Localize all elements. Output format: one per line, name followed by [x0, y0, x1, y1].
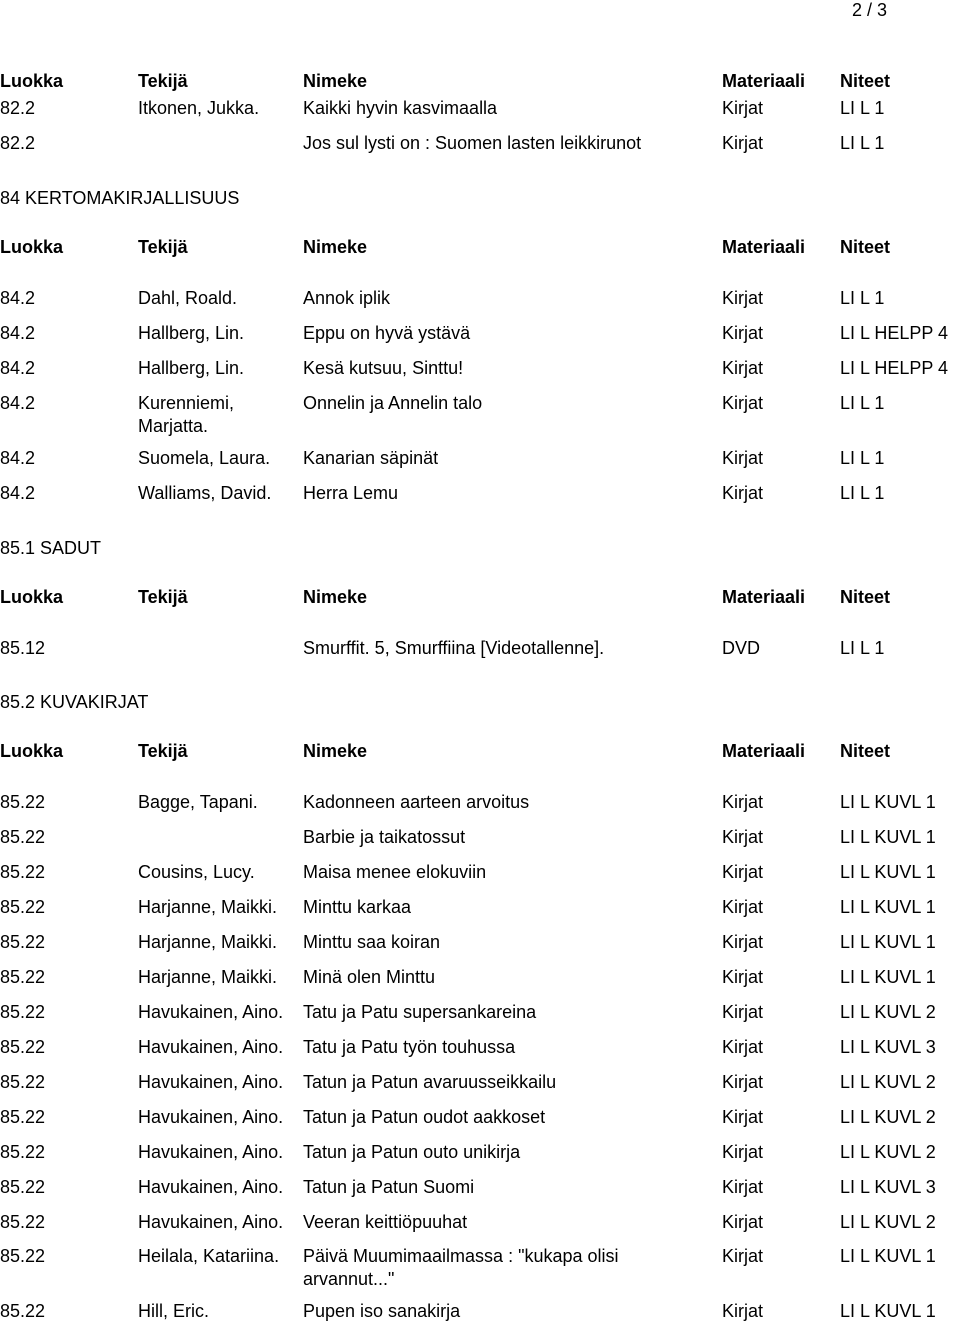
- table-row: [0, 287, 960, 313]
- table-row: [0, 322, 960, 348]
- cell-author: Hallberg, Lin.: [138, 358, 245, 378]
- table-row: [0, 1071, 960, 1097]
- cell-author: Bagge, Tapani.: [138, 792, 258, 812]
- table-row: [0, 392, 960, 436]
- column-header-copies: Niteet: [840, 71, 891, 91]
- cell-material: Kirjat: [722, 133, 764, 153]
- cell-material: Kirjat: [722, 98, 764, 118]
- column-header-title: Nimeke: [303, 237, 368, 257]
- column-header-copies: Niteet: [840, 741, 891, 761]
- cell-copies: LI L KUVL 1: [840, 792, 936, 812]
- cell-author: Cousins, Lucy.: [138, 862, 255, 882]
- cell-title: Tatun ja Patun Suomi: [303, 1177, 475, 1197]
- table-row: [0, 861, 960, 887]
- cell-title: Onnelin ja Annelin talo: [303, 393, 483, 413]
- cell-copies: LI L 1: [840, 483, 885, 503]
- table-row: [0, 1300, 960, 1326]
- cell-copies: LI L KUVL 1: [840, 932, 936, 952]
- cell-class: 85.22: [0, 1142, 46, 1162]
- cell-title: Minttu saa koiran: [303, 932, 441, 952]
- table-row: [0, 97, 960, 123]
- cell-title: Kanarian säpinät: [303, 448, 439, 468]
- cell-class: 85.22: [0, 827, 46, 847]
- table-row: [0, 931, 960, 957]
- section-heading: 85.1 SADUT: [0, 538, 102, 558]
- cell-material: DVD: [722, 638, 761, 658]
- cell-class: 85.22: [0, 932, 46, 952]
- cell-copies: LI L KUVL 2: [840, 1072, 936, 1092]
- cell-copies: LI L HELPP 4: [840, 358, 949, 378]
- cell-class: 85.22: [0, 1037, 46, 1057]
- cell-copies: LI L KUVL 1: [840, 862, 936, 882]
- cell-class: 85.22: [0, 897, 46, 917]
- cell-class: 84.2: [0, 393, 36, 413]
- cell-author: Havukainen, Aino.: [138, 1177, 284, 1197]
- column-header-author: Tekijä: [138, 71, 188, 91]
- cell-copies: LI L 1: [840, 448, 885, 468]
- cell-copies: LI L KUVL 3: [840, 1177, 936, 1197]
- cell-material: Kirjat: [722, 827, 764, 847]
- column-header-author: Tekijä: [138, 237, 188, 257]
- cell-material: Kirjat: [722, 862, 764, 882]
- cell-material: Kirjat: [722, 393, 764, 413]
- cell-title: Herra Lemu: [303, 483, 399, 503]
- cell-material: Kirjat: [722, 1142, 764, 1162]
- cell-material: Kirjat: [722, 1301, 764, 1321]
- column-header-material: Materiaali: [722, 741, 806, 761]
- table-row: [0, 826, 960, 852]
- cell-material: Kirjat: [722, 932, 764, 952]
- cell-material: Kirjat: [722, 358, 764, 378]
- cell-author: Havukainen, Aino.: [138, 1002, 284, 1022]
- cell-copies: LI L KUVL 2: [840, 1002, 936, 1022]
- cell-copies: LI L KUVL 1: [840, 827, 936, 847]
- column-header-material: Materiaali: [722, 587, 806, 607]
- cell-class: 85.22: [0, 1301, 46, 1321]
- cell-author: Havukainen, Aino.: [138, 1212, 284, 1232]
- table-row: [0, 447, 960, 473]
- cell-material: Kirjat: [722, 1002, 764, 1022]
- cell-copies: LI L 1: [840, 393, 885, 413]
- cell-author: Heilala, Katariina.: [138, 1246, 280, 1266]
- cell-author: Harjanne, Maikki.: [138, 967, 278, 987]
- cell-material: Kirjat: [722, 483, 764, 503]
- cell-class: 85.22: [0, 1002, 46, 1022]
- table-row: [0, 357, 960, 383]
- cell-copies: LI L KUVL 2: [840, 1212, 936, 1232]
- table-row: [0, 1036, 960, 1062]
- table-row: [0, 1245, 960, 1289]
- cell-copies: LI L KUVL 3: [840, 1037, 936, 1057]
- cell-copies: LI L 1: [840, 98, 885, 118]
- cell-class: 82.2: [0, 133, 36, 153]
- cell-title: Tatun ja Patun oudot aakkoset: [303, 1107, 546, 1127]
- cell-title: Annok iplik: [303, 288, 391, 308]
- cell-copies: LI L HELPP 4: [840, 323, 949, 343]
- cell-class: 84.2: [0, 448, 36, 468]
- cell-material: Kirjat: [722, 1037, 764, 1057]
- cell-title: Smurffit. 5, Smurffiina [Videotallenne].: [303, 638, 605, 658]
- cell-author: Havukainen, Aino.: [138, 1142, 284, 1162]
- table-row: [0, 1106, 960, 1132]
- table-row: [0, 1141, 960, 1167]
- cell-class: 85.22: [0, 792, 46, 812]
- cell-author: Harjanne, Maikki.: [138, 897, 278, 917]
- cell-material: Kirjat: [722, 792, 764, 812]
- cell-title: Barbie ja taikatossut: [303, 827, 466, 847]
- column-header-class: Luokka: [0, 71, 64, 91]
- cell-copies: LI L KUVL 1: [840, 967, 936, 987]
- cell-class: 85.22: [0, 1177, 46, 1197]
- cell-title: Kadonneen aarteen arvoitus: [303, 792, 530, 812]
- table-row: [0, 482, 960, 508]
- column-header-author: Tekijä: [138, 587, 188, 607]
- table-row: [0, 791, 960, 817]
- cell-class: 84.2: [0, 483, 36, 503]
- cell-copies: LI L 1: [840, 638, 885, 658]
- column-header-row: [0, 236, 960, 262]
- cell-material: Kirjat: [722, 288, 764, 308]
- cell-material: Kirjat: [722, 1212, 764, 1232]
- cell-class: 85.22: [0, 1072, 46, 1092]
- cell-material: Kirjat: [722, 1072, 764, 1092]
- cell-author: Walliams, David.: [138, 483, 272, 503]
- column-header-row: [0, 740, 960, 766]
- cell-author: Hallberg, Lin.: [138, 323, 245, 343]
- table-row: [0, 1176, 960, 1202]
- column-header-copies: Niteet: [840, 237, 891, 257]
- cell-copies: LI L KUVL 1: [840, 897, 936, 917]
- cell-title: Tatun ja Patun avaruusseikkailu: [303, 1072, 557, 1092]
- column-header-author: Tekijä: [138, 741, 188, 761]
- cell-title: Jos sul lysti on : Suomen lasten leikkirunot: [303, 133, 642, 153]
- column-header-row: [0, 586, 960, 612]
- cell-author: Kurenniemi, Marjatta.: [138, 393, 235, 436]
- cell-material: Kirjat: [722, 1107, 764, 1127]
- section-heading: 85.2 KUVAKIRJAT: [0, 692, 149, 712]
- cell-class: 85.12: [0, 638, 46, 658]
- cell-title: Minä olen Minttu: [303, 967, 436, 987]
- cell-author: Harjanne, Maikki.: [138, 932, 278, 952]
- column-header-title: Nimeke: [303, 71, 368, 91]
- cell-material: Kirjat: [722, 323, 764, 343]
- cell-title: Pupen iso sanakirja: [303, 1301, 461, 1321]
- cell-title: Eppu on hyvä ystävä: [303, 323, 471, 343]
- column-header-row: [0, 70, 960, 96]
- cell-class: 85.22: [0, 1212, 46, 1232]
- cell-title: Kaikki hyvin kasvimaalla: [303, 98, 498, 118]
- column-header-material: Materiaali: [722, 71, 806, 91]
- cell-title: Kesä kutsuu, Sinttu!: [303, 358, 464, 378]
- column-header-title: Nimeke: [303, 741, 368, 761]
- column-header-class: Luokka: [0, 741, 64, 761]
- cell-material: Kirjat: [722, 967, 764, 987]
- cell-class: 84.2: [0, 323, 36, 343]
- cell-title: Päivä Muumimaailmassa : "kukapa olisi arvannut...": [303, 1246, 619, 1289]
- column-header-title: Nimeke: [303, 587, 368, 607]
- section-heading: 84 KERTOMAKIRJALLISUUS: [0, 188, 240, 208]
- cell-title: Minttu karkaa: [303, 897, 412, 917]
- table-row: [0, 966, 960, 992]
- cell-author: Dahl, Roald.: [138, 288, 238, 308]
- cell-title: Tatun ja Patun outo unikirja: [303, 1142, 521, 1162]
- cell-material: Kirjat: [722, 1177, 764, 1197]
- table-row: [0, 637, 960, 663]
- cell-copies: LI L KUVL 2: [840, 1107, 936, 1127]
- column-header-copies: Niteet: [840, 587, 891, 607]
- cell-title: Maisa menee elokuviin: [303, 862, 487, 882]
- cell-title: Tatu ja Patu työn touhussa: [303, 1037, 516, 1057]
- cell-class: 82.2: [0, 98, 36, 118]
- cell-class: 85.22: [0, 862, 46, 882]
- cell-class: 85.22: [0, 1246, 46, 1266]
- table-row: [0, 132, 960, 158]
- column-header-class: Luokka: [0, 237, 64, 257]
- cell-material: Kirjat: [722, 1246, 764, 1266]
- cell-author: Havukainen, Aino.: [138, 1037, 284, 1057]
- column-header-class: Luokka: [0, 587, 64, 607]
- table-row: [0, 1211, 960, 1237]
- cell-class: 85.22: [0, 967, 46, 987]
- table-row: [0, 896, 960, 922]
- cell-author: Hill, Eric.: [138, 1301, 209, 1321]
- cell-class: 84.2: [0, 358, 36, 378]
- table-row: [0, 1001, 960, 1027]
- cell-class: 84.2: [0, 288, 36, 308]
- cell-class: 85.22: [0, 1107, 46, 1127]
- cell-copies: LI L KUVL 1: [840, 1246, 936, 1266]
- cell-copies: LI L KUVL 1: [840, 1301, 936, 1321]
- cell-copies: LI L 1: [840, 288, 885, 308]
- cell-title: Veeran keittiöpuuhat: [303, 1212, 468, 1232]
- cell-material: Kirjat: [722, 448, 764, 468]
- cell-author: Itkonen, Jukka.: [138, 98, 260, 118]
- cell-author: Suomela, Laura.: [138, 448, 271, 468]
- cell-copies: LI L KUVL 2: [840, 1142, 936, 1162]
- cell-author: Havukainen, Aino.: [138, 1072, 284, 1092]
- cell-material: Kirjat: [722, 897, 764, 917]
- cell-title: Tatu ja Patu supersankareina: [303, 1002, 537, 1022]
- column-header-material: Materiaali: [722, 237, 806, 257]
- page-number: 2 / 3: [852, 0, 888, 20]
- cell-author: Havukainen, Aino.: [138, 1107, 284, 1127]
- cell-copies: LI L 1: [840, 133, 885, 153]
